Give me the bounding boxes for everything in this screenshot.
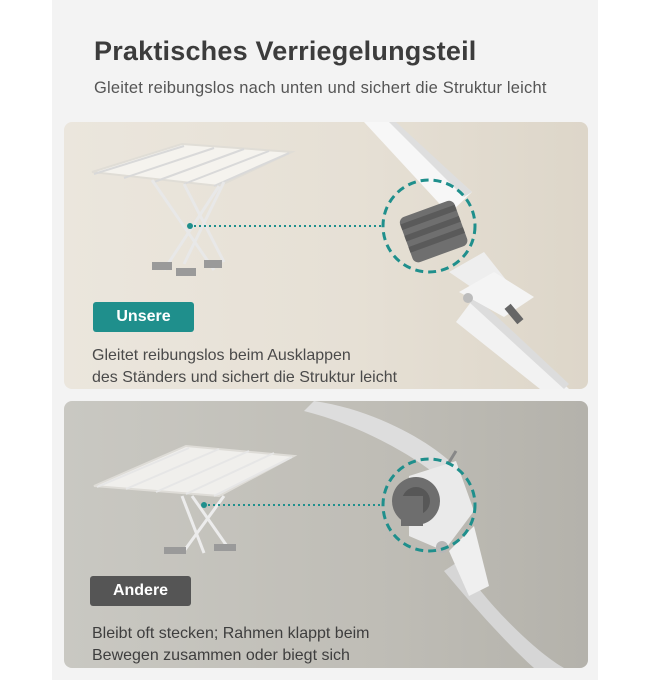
drying-rack-illustration — [92, 144, 292, 276]
drying-rack-illustration — [94, 446, 294, 554]
other-description-line1: Bleibt oft stecken; Rahmen klappt beim — [92, 625, 370, 642]
ours-badge: Unsere — [93, 302, 194, 332]
page-subtitle: Gleitet reibungslos nach unten und sichert die Struktur leicht — [94, 79, 547, 97]
lock-point-marker — [187, 223, 193, 229]
other-description — [92, 623, 369, 667]
ours-description-line2: des Ständers und sichert die Struktur leicht — [92, 369, 398, 386]
other-description-line2: Bewegen zusammen oder biegt sich — [92, 647, 350, 664]
lock-point-marker — [201, 502, 207, 508]
ours-description-line1: Gleitet reibungslos beim Ausklappen — [92, 347, 351, 364]
comparison-panel-ours — [64, 122, 588, 389]
ours-description — [92, 345, 397, 389]
comparison-panel-other — [64, 401, 588, 668]
page-title: Praktisches Verriegelungsteil — [94, 36, 477, 66]
other-badge: Andere — [90, 576, 191, 606]
